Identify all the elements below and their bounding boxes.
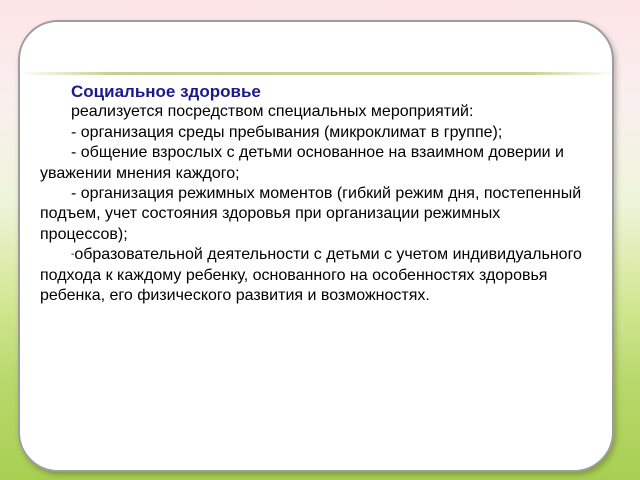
paragraph-routine: - организация режимных моментов (гибкий режим дня, постепенный подъем, учет состояния здоровья при организации режимных процессов); [40, 185, 582, 243]
slide-title: Социальное здоровье [71, 82, 261, 101]
slide-card [18, 20, 614, 472]
paragraph-education [40, 245, 592, 306]
paragraph-education-text: образовательной деятельности с детьми с учетом индивидуального подхода к каждому ребенку, основанного на особенностях здоровья ребенка, его физического развития и возможностях. [40, 246, 582, 305]
paragraph-communication: - общение взрослых с детьми основанное на взаимном доверии и уважении мнения каждого; [40, 144, 564, 182]
accent-divider [20, 72, 614, 75]
paragraph-marker: - [71, 249, 75, 261]
paragraph-environment: - организация среды пребывания (микроклимат в группе); [71, 123, 503, 141]
slide-content [40, 82, 592, 306]
paragraph-intro: реализуется посредством специальных мероприятий: [71, 103, 474, 121]
